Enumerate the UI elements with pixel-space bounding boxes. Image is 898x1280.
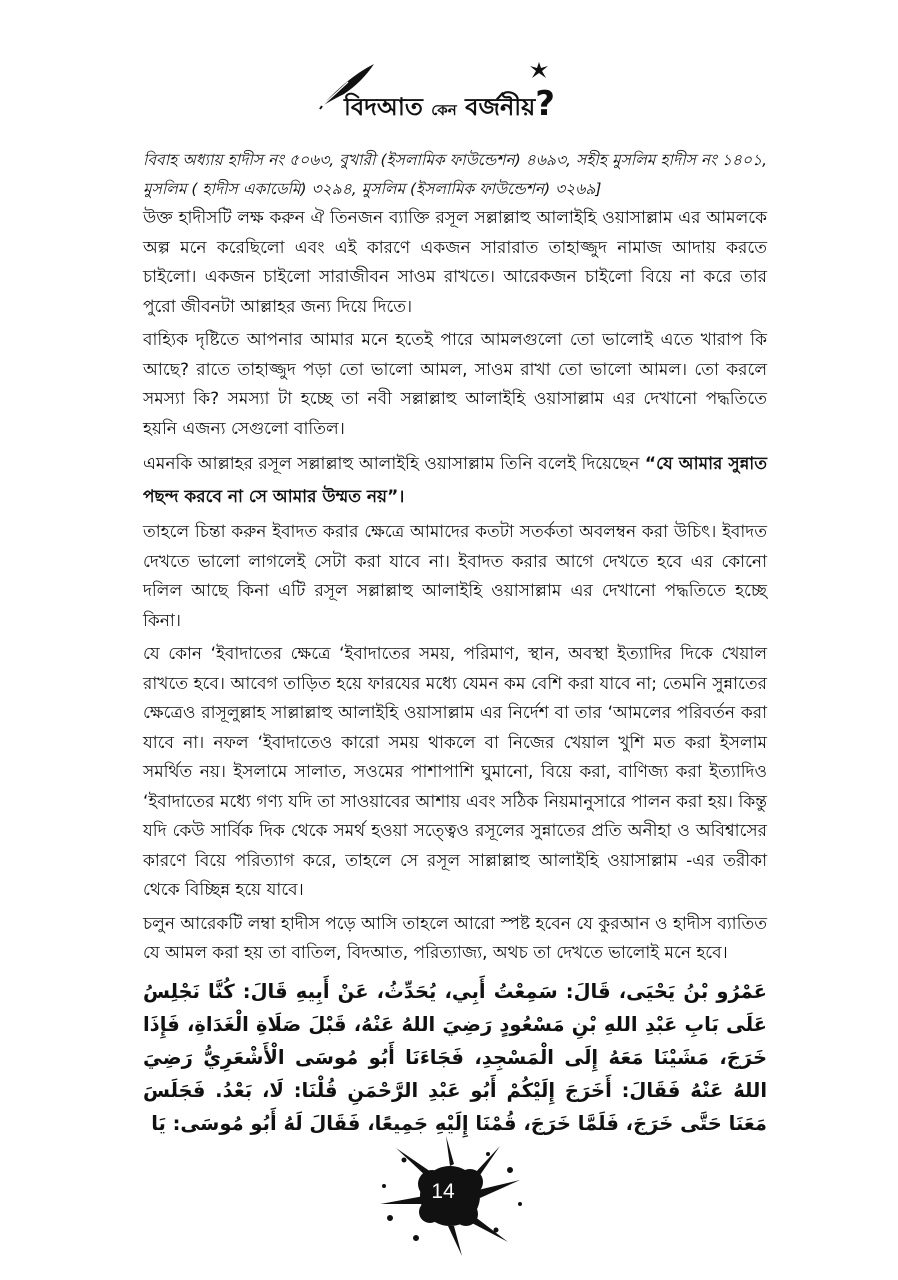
paragraph-4: যে কোন ‘ইবাদাতের ক্ষেত্রে ‘ইবাদাতের সময়, পরিমাণ, স্থান, অবস্থা ইত্যাদির দিকে খেয়াল রাখতে হবে। আবেগ তাড়িত হয়ে ফারযের মধ্যে যেমন কম বেশি করা যাবে না; তেমনি সুন্নাতের ক্ষেত্রেও রাসূলুল্লাহ সাল্লাল্লাহু আলাইহি ওয়াসাল্লাম এর নির্দেশ বা তার ‘আমলের পরিবর্তন করা যাবে না। নফল ‘ইবাদাতেও কারো সময় থাকলে বা নিজের খেয়াল খুশি মত করা ইসলাম সমর্থিত নয়। ইসলামে সালাত, সওমের পাশাপাশি ঘুমানো, বিয়ে করা, বাণিজ্য করা ইত্যাদিও ‘ইবাদাতের মধ্যে গণ্য যদি তা সাওয়াবের আশায় এবং সঠিক নিয়মানুসারে পালন করা হয়। কিন্তু যদি কেউ সার্বিক দিক থেকে সমর্থ হওয়া সত্ত্বেও রসূলের সুন্নাতের প্রতি অনীহা ও অবিশ্বাসের কারণে বিয়ে পরিত্যাগ করে, তাহলে সে রসূল সাল্লাল্লাহু আলাইহি ওয়াসাল্লাম -এর তরীকা থেকে বিচ্ছিন্ন হয়ে যাবে। (143, 644, 767, 900)
page-body (143, 146, 767, 1140)
page-number: 14 (431, 1180, 455, 1203)
paragraph-quote (143, 448, 767, 514)
hadith-quote: “যে আমার সুন্নাত পছন্দ করবে না সে আমার উম্মত নয়”। (143, 454, 767, 507)
hadith-reference: বিবাহ অধ্যায় হাদীস নং ৫০৬৩, বুখারী (ইসলামিক ফাউন্ডেশন) ৪৬৯৩, সহীহ মুসলিম হাদীস নং ১৪০১, মুসলিম ( হাদীস একাডেমি) ৩২৯৪, মুসলিম (ইসলামিক ফাউন্ডেশন) ৩২৬৯] (143, 151, 767, 198)
paragraph-3: তাহলে চিন্তা করুন ইবাদত করার ক্ষেত্রে আমাদের কতটা সতর্কতা অবলম্বন করা উচিৎ। ইবাদত দেখতে ভালো লাগলেই সেটা করা যাবে না। ইবাদত করার আগে দেখতে হবে এর কোনো দলিল আছে কিনা এটি রসূল সল্লাল্লাহু আলাইহি ওয়াসাল্লাম এর দেখানো পদ্ধতিতে হচ্ছে কিনা। (143, 522, 767, 631)
page-title: বিদআত কেন বর্জনীয়? (344, 84, 556, 124)
leaf-flourish-icon (528, 60, 550, 80)
paragraph-1: উক্ত হাদীসটি লক্ষ করুন ঐ তিনজন ব্যাক্তি রসূল সল্লাল্লাহু আলাইহি ওয়াসাল্লাম এর আমলকে অল্প মনে করেছিলো এবং এই কারণে একজন সারারাত তাহাজ্জুদ নামাজ আদায় করতে চাইলো। একজন চাইলো সারাজীবন সাওম রাখতে। আরেকজন চাইলো বিয়ে না করে তার পুরো জীবনটা আল্লাহর জন্য দিয়ে দিতে। (143, 208, 767, 317)
arabic-hadith-text: عَمْرُو بْنُ يَحْيَى، قَالَ: سَمِعْتُ أَبِي، يُحَدِّثُ، عَنْ أَبِيهِ قَالَ: كُنَّا نَجْلِسُ عَلَى بَابِ عَبْدِ اللهِ بْنِ مَسْعُودٍ رَضِيَ اللهُ عَنْهُ، قَبْلَ صَلَاةِ الْغَدَاةِ، فَإِذَا خَرَجَ، مَشَيْنَا مَعَهُ إِلَى الْمَسْجِدِ، فَجَاءَنَا أَبُو مُوسَى الْأَشْعَرِيُّ رَضِيَ اللهُ عَنْهُ فَقَالَ: أَخَرَجَ إِلَيْكُمْ أَبُو عَبْدِ الرَّحْمَنِ قُلْنَا: لَا، بَعْدُ. فَجَلَسَ مَعَنَا حَتَّى خَرَجَ، فَلَمَّا خَرَجَ، قُمْنَا إِلَيْهِ جَمِيعًا، فَقَالَ لَهُ أَبُو مُوسَى: يَا (143, 979, 767, 1135)
page-header (318, 60, 578, 124)
paragraph-5: চলুন আরেকটি লম্বা হাদীস পড়ে আসি তাহলে আরো স্পষ্ট হবেন যে কুরআন ও হাদীস ব্যাতিত যে আমল করা হয় তা বাতিল, বিদআত, পরিত্যাজ্য, অথচ তা দেখতে ভালোই মনে হবে। (143, 913, 767, 963)
quote-intro: এমনকি আল্লাহর রসূল সল্লাল্লাহু আলাইহি ওয়াসাল্লাম তিনি বলেই দিয়েছেন (143, 454, 640, 474)
paragraph-2: বাহ্যিক দৃষ্টিতে আপনার আমার মনে হতেই পারে আমলগুলো তো ভালোই এতে খারাপ কি আছে? রাতে তাহাজ্জুদ পড়া তো ভালো আমল, সাওম রাখা তো ভালো আমল। তো করলে সমস্যা কি? সমস্যা টা হচ্ছে তা নবী সল্লাল্লাহু আলাইহি ওয়াসাল্লাম এর দেখানো পদ্ধতিতে হয়নি এজন্য সেগুলো বাতিল। (143, 330, 767, 439)
